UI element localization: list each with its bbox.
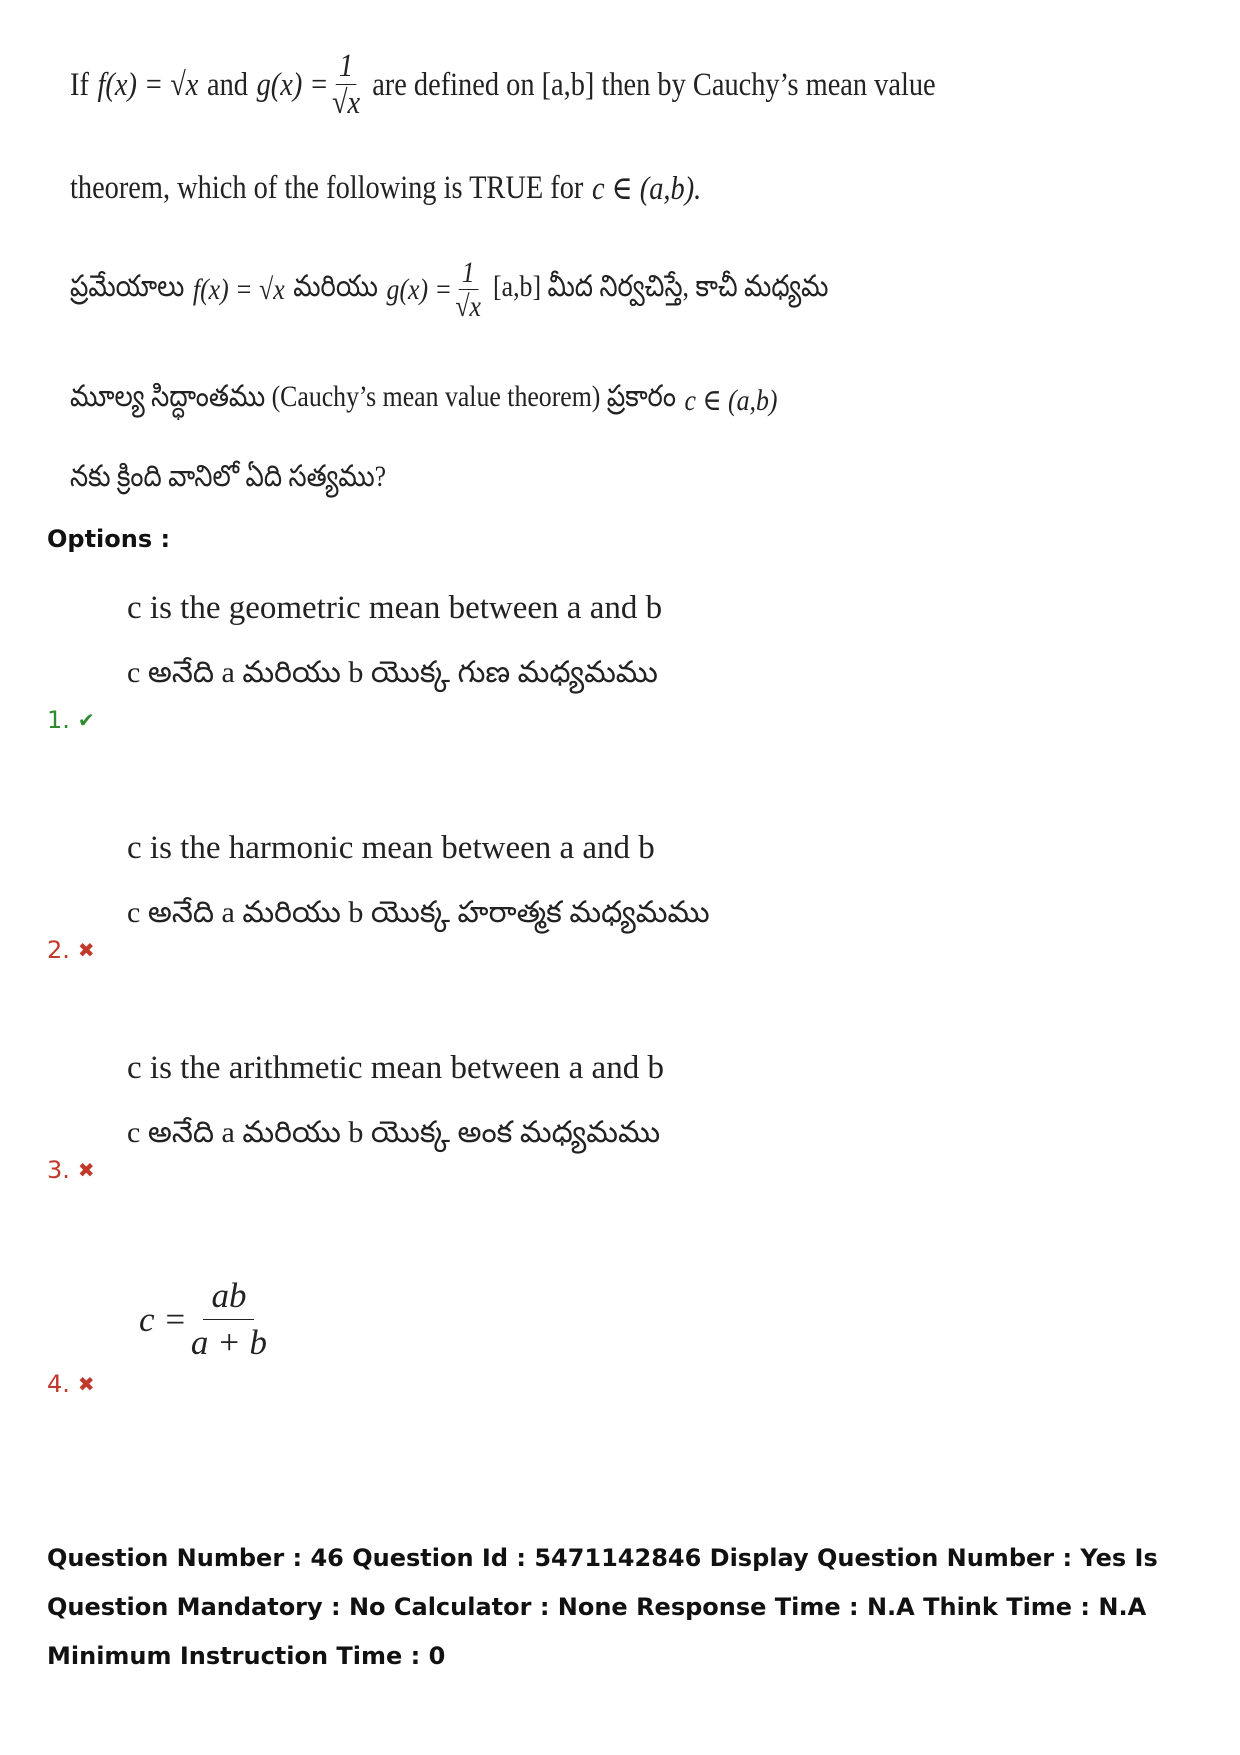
option-3-english: c is the arithmetic mean between a and b (127, 1050, 664, 1086)
if-text: If (70, 66, 89, 103)
cross-mark-icon: ✖ (77, 938, 95, 962)
option-number-text: 1. (47, 706, 70, 734)
option-4-formula (139, 1278, 271, 1362)
option-2-english: c is the harmonic mean between a and b (127, 830, 655, 866)
cross-mark-icon: ✖ (77, 1372, 95, 1396)
options-label: Options : (47, 525, 171, 553)
g-fraction (332, 49, 360, 121)
g-numerator: 1 (336, 49, 357, 85)
telugu-pre: ప్రమేయాలు (70, 269, 185, 303)
question-line-2 (70, 158, 701, 218)
option-3-number (47, 1156, 95, 1184)
option-1-telugu: c అనేది a మరియు b యొక్క గుణ మధ్యమము (127, 656, 658, 689)
option-number-text: 2. (47, 936, 70, 964)
question-line-4 (70, 370, 777, 430)
condition-c: c ∈ (a,b). (591, 171, 702, 207)
question-line-3 (70, 240, 828, 340)
option-3-telugu: c అనేది a మరియు b యొక్క అంక మధ్యమము (127, 1116, 661, 1149)
option-4-number (47, 1370, 95, 1398)
option-2-telugu: c అనేది a మరియు b యొక్క హరాత్మక మధ్యమము (127, 896, 710, 929)
telugu-text-4: మూల్య సిద్ధాంతము (Cauchy’s mean value theorem) ప్రకారం (70, 379, 676, 413)
formula-lhs: c = (139, 1300, 187, 1340)
g-lhs: g(x) = (256, 66, 329, 103)
check-mark-icon: ✔ (77, 708, 95, 732)
and-text: and (207, 66, 248, 103)
telugu-rest: [a,b] మీద నిర్వచిస్తే, కాచీ మధ్యమ (493, 269, 829, 303)
option-number-text: 4. (47, 1370, 70, 1398)
question-line-5 (70, 450, 386, 510)
telugu-and: మరియు (293, 269, 378, 303)
telugu-g-lhs: g(x) = (386, 273, 452, 306)
formula-numerator: ab (203, 1278, 254, 1320)
g-denominator: √x (331, 84, 361, 121)
option-1-english: c is the geometric mean between a and b (127, 590, 663, 626)
option-number-text: 3. (47, 1156, 70, 1184)
formula-denominator: a + b (190, 1322, 268, 1362)
telugu-text-5: నకు క్రింది వానిలో ఏది సత్యము? (70, 459, 387, 493)
cross-mark-icon: ✖ (77, 1158, 95, 1182)
telugu-condition-c: c ∈ (a,b) (684, 383, 778, 417)
telugu-f-definition: f(x) = √x (192, 273, 285, 306)
f-definition: f(x) = √x (97, 66, 199, 103)
question-line-1 (70, 40, 936, 130)
telugu-g-numerator: 1 (458, 257, 478, 290)
telugu-g-denominator: √x (455, 289, 482, 323)
question-text-2: theorem, which of the following is TRUE for (70, 169, 584, 206)
option-1-number (47, 706, 95, 734)
question-rest-1: are defined on [a,b] then by Cauchy’s mean value (372, 66, 936, 103)
telugu-g-fraction (455, 257, 481, 323)
formula-fraction (191, 1278, 267, 1362)
question-metadata: Question Number : 46 Question Id : 5471142846 Display Question Number : Yes Is Question Mandatory : No Calculator : None Response Time : N.A Think Time : N.A Minimum Instruction Time : 0 (47, 1544, 1158, 1670)
option-2-number (47, 936, 95, 964)
